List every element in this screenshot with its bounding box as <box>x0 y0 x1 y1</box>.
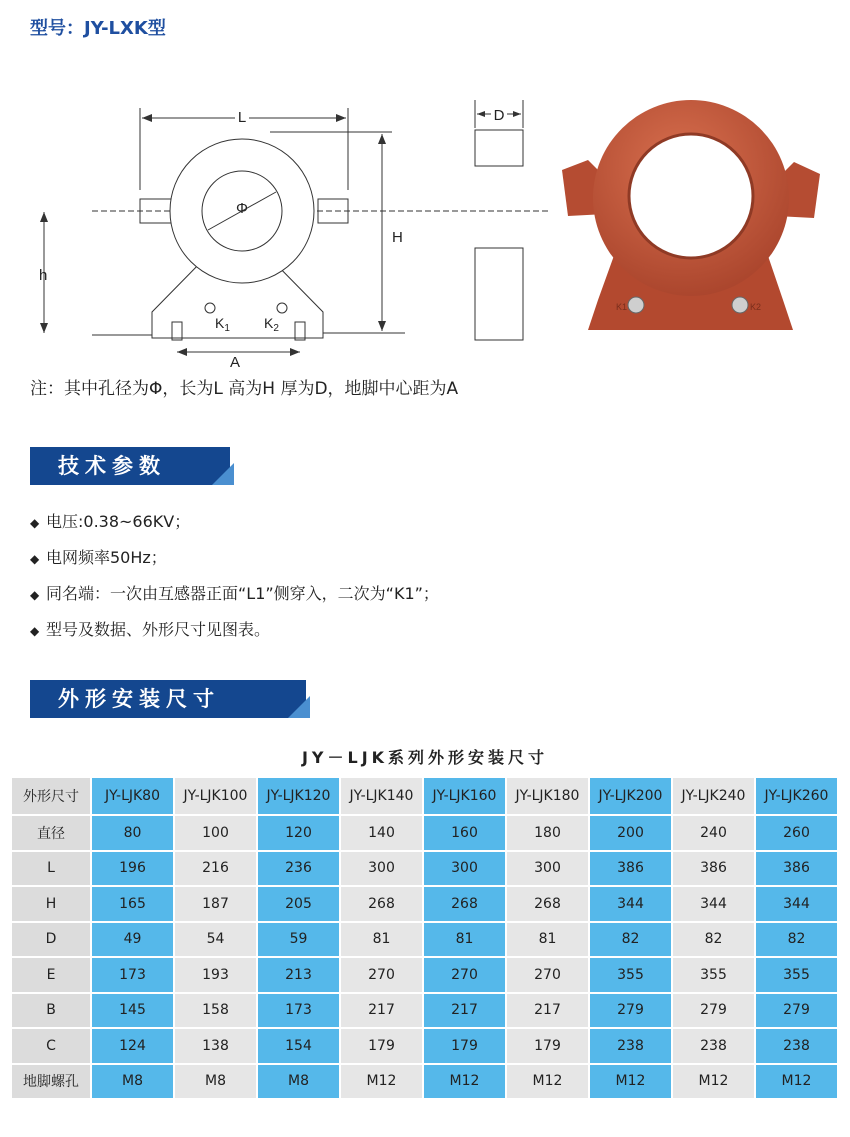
table-cell: M12 <box>756 1065 837 1099</box>
table-cell: 81 <box>507 923 588 957</box>
table-cell: 238 <box>590 1029 671 1063</box>
arrow-icon <box>40 323 48 333</box>
table-cell: 344 <box>756 887 837 921</box>
table-cell: 196 <box>92 852 173 886</box>
table-cell: 240 <box>673 816 754 850</box>
table-header-cell: JY-LJK100 <box>175 778 256 814</box>
table-cell: 300 <box>424 852 505 886</box>
table-cell: 187 <box>175 887 256 921</box>
label-phi: Φ <box>236 200 248 217</box>
banner-corner-icon <box>212 463 234 485</box>
table-row-label: 直径 <box>12 816 90 850</box>
table-cell: 120 <box>258 816 339 850</box>
table-row-label: C <box>12 1029 90 1063</box>
left-foot <box>172 322 182 340</box>
section-banner-tech <box>30 447 235 485</box>
table-cell: 279 <box>590 994 671 1028</box>
label-h: H <box>392 229 403 246</box>
product-photo <box>558 90 828 340</box>
diagram-note: 注：其中孔径为Φ，长为L 高为H 厚为D，地脚中心距为A <box>30 379 459 399</box>
table-row-label: 地脚螺孔 <box>12 1065 90 1099</box>
table-cell: M8 <box>258 1065 339 1099</box>
table-row <box>12 887 837 921</box>
table-cell: 180 <box>507 816 588 850</box>
table-cell: 200 <box>590 816 671 850</box>
table-cell: 160 <box>424 816 505 850</box>
table-cell: 260 <box>756 816 837 850</box>
table-cell: 82 <box>673 923 754 957</box>
table-header-cell: JY-LJK260 <box>756 778 837 814</box>
spec-list <box>30 504 439 648</box>
dimensions-table <box>10 776 839 1100</box>
table-cell: 355 <box>673 958 754 992</box>
k2-terminal <box>277 303 287 313</box>
table-cell: 82 <box>756 923 837 957</box>
section-banner-dims <box>30 680 310 718</box>
side-view-top <box>475 130 523 166</box>
arrow-icon <box>378 134 386 144</box>
photo-k1-label: K1 <box>616 302 628 312</box>
k1-terminal <box>205 303 215 313</box>
spec-item: ◆ 电网频率50Hz； <box>30 540 439 576</box>
label-small-h: h <box>39 267 48 284</box>
table-cell: 270 <box>424 958 505 992</box>
table-cell: 205 <box>258 887 339 921</box>
table-row-label: E <box>12 958 90 992</box>
table-cell: 217 <box>507 994 588 1028</box>
table-cell: 173 <box>92 958 173 992</box>
table-row <box>12 852 837 886</box>
table-cell: 344 <box>590 887 671 921</box>
arrow-icon <box>177 348 187 356</box>
table-cell: 236 <box>258 852 339 886</box>
table-cell: 386 <box>756 852 837 886</box>
photo-k2-screw-icon <box>732 297 748 313</box>
label-a: A <box>230 354 241 370</box>
table-header-cell: JY-LJK80 <box>92 778 173 814</box>
label-d: D <box>493 107 505 124</box>
table-cell: 238 <box>756 1029 837 1063</box>
table-header-cell: JY-LJK240 <box>673 778 754 814</box>
table-header-row <box>12 778 837 814</box>
diamond-bullet-icon: ◆ <box>30 516 40 530</box>
table-row <box>12 958 837 992</box>
model-title: 型号：JY-LXK型 <box>30 18 166 39</box>
table-cell: 279 <box>756 994 837 1028</box>
section-title-tech: 技术参数 <box>30 447 230 485</box>
table-cell: M8 <box>175 1065 256 1099</box>
table-cell: 238 <box>673 1029 754 1063</box>
diamond-bullet-icon: ◆ <box>30 552 40 566</box>
label-k1: $K_1$ <box>215 315 230 334</box>
arrow-icon <box>336 114 346 122</box>
table-cell: M12 <box>673 1065 754 1099</box>
table-title: JY－LJK系列外形安装尺寸 <box>301 748 549 767</box>
table-cell: 54 <box>175 923 256 957</box>
table-cell: 100 <box>175 816 256 850</box>
table-cell: 49 <box>92 923 173 957</box>
table-cell: 268 <box>424 887 505 921</box>
label-l: L <box>237 109 247 126</box>
table-header-cell: JY-LJK120 <box>258 778 339 814</box>
table-cell: 81 <box>341 923 422 957</box>
photo-k2-label: K2 <box>750 302 762 312</box>
table-header-cell: JY-LJK200 <box>590 778 671 814</box>
arrow-icon <box>40 212 48 222</box>
table-header-cell: JY-LJK140 <box>341 778 422 814</box>
table-row <box>12 1065 837 1099</box>
table-cell: M12 <box>507 1065 588 1099</box>
spec-item: ◆ 电压:0.38~66KV； <box>30 504 439 540</box>
technical-drawing <box>30 90 550 370</box>
table-cell: 216 <box>175 852 256 886</box>
table-cell: 213 <box>258 958 339 992</box>
table-cell: 179 <box>424 1029 505 1063</box>
table-cell: 217 <box>341 994 422 1028</box>
table-cell: 217 <box>424 994 505 1028</box>
table-cell: M8 <box>92 1065 173 1099</box>
table-header-label: 外形尺寸 <box>12 778 90 814</box>
banner-corner-icon <box>288 696 310 718</box>
table-cell: 270 <box>507 958 588 992</box>
table-cell: 300 <box>341 852 422 886</box>
table-row <box>12 816 837 850</box>
arrow-icon <box>290 348 300 356</box>
arrow-icon <box>142 114 152 122</box>
table-cell: 80 <box>92 816 173 850</box>
table-cell: 270 <box>341 958 422 992</box>
spec-item: ◆ 型号及数据、外形尺寸见图表。 <box>30 612 439 648</box>
diamond-bullet-icon: ◆ <box>30 624 40 638</box>
table-cell: 124 <box>92 1029 173 1063</box>
arrow-icon <box>477 111 485 117</box>
table-cell: 81 <box>424 923 505 957</box>
table-header-cell: JY-LJK180 <box>507 778 588 814</box>
table-cell: 268 <box>507 887 588 921</box>
table-cell: 59 <box>258 923 339 957</box>
table-cell: 344 <box>673 887 754 921</box>
table-cell: 279 <box>673 994 754 1028</box>
table-cell: 386 <box>590 852 671 886</box>
table-cell: 158 <box>175 994 256 1028</box>
table-row-label: D <box>12 923 90 957</box>
table-cell: M12 <box>424 1065 505 1099</box>
diamond-bullet-icon: ◆ <box>30 588 40 602</box>
table-cell: 179 <box>341 1029 422 1063</box>
table-cell: M12 <box>590 1065 671 1099</box>
photo-k1-screw-icon <box>628 297 644 313</box>
table-cell: 154 <box>258 1029 339 1063</box>
table-row <box>12 1029 837 1063</box>
table-row <box>12 994 837 1028</box>
table-cell: M12 <box>341 1065 422 1099</box>
arrow-icon <box>378 321 386 331</box>
table-cell: 145 <box>92 994 173 1028</box>
table-row <box>12 923 837 957</box>
table-cell: 268 <box>341 887 422 921</box>
table-row-label: B <box>12 994 90 1028</box>
spec-item: ◆ 同名端：一次由互感器正面“L1”侧穿入，二次为“K1”； <box>30 576 439 612</box>
side-view-bottom <box>475 248 523 340</box>
table-cell: 355 <box>590 958 671 992</box>
table-cell: 138 <box>175 1029 256 1063</box>
table-header-cell: JY-LJK160 <box>424 778 505 814</box>
table-row-label: L <box>12 852 90 886</box>
table-cell: 165 <box>92 887 173 921</box>
table-cell: 173 <box>258 994 339 1028</box>
table-cell: 82 <box>590 923 671 957</box>
right-foot <box>295 322 305 340</box>
arrow-icon <box>513 111 521 117</box>
table-cell: 386 <box>673 852 754 886</box>
section-title-dims: 外形安装尺寸 <box>30 680 306 718</box>
label-k2: $K_2$ <box>264 315 279 334</box>
table-cell: 355 <box>756 958 837 992</box>
table-cell: 193 <box>175 958 256 992</box>
table-row-label: H <box>12 887 90 921</box>
table-cell: 140 <box>341 816 422 850</box>
table-cell: 300 <box>507 852 588 886</box>
table-cell: 179 <box>507 1029 588 1063</box>
